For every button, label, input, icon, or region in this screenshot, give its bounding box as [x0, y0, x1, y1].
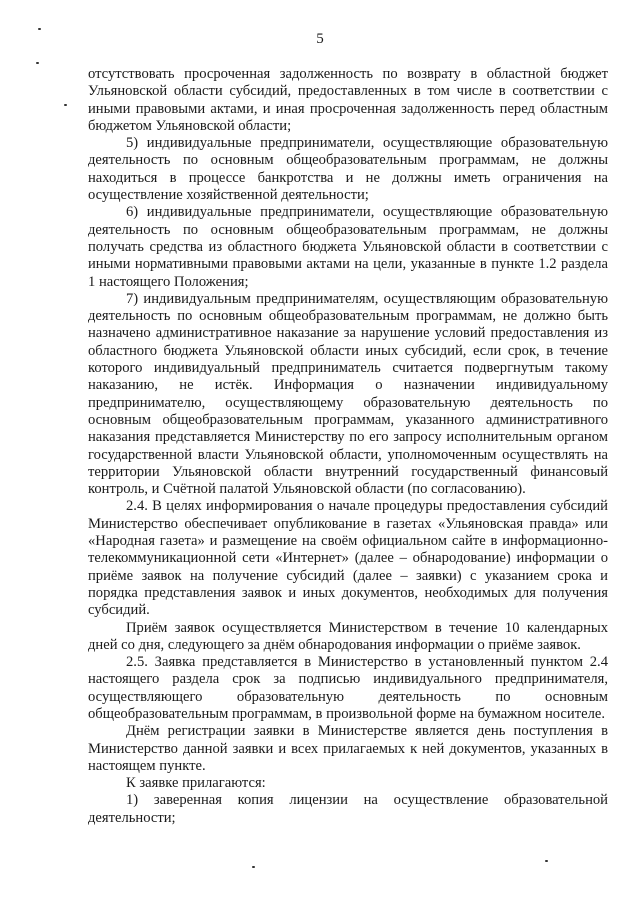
- paragraph-section-2-4: 2.4. В целях информирования о начале процедуры предоставления субсидий Министерство обеспечивает опубликование в газетах «Ульяновская правда» или «Народная газета» и размещение на своём официальном сайте в информационно-телекоммуникационной сети «Интернет» (далее – обнародование) информации о приёме заявок на получение субсидий (далее – заявки) с указанием срока и порядка представления заявок и иных документов, необходимых для получения субсидий.: [88, 498, 608, 619]
- paragraph-attachments-intro: К заявке прилагаются:: [126, 775, 266, 792]
- paragraph-item-5: 5) индивидуальные предприниматели, осуществляющие образовательную деятельность по основным общеобразовательным программам, не должны находиться в процессе банкротства и не должны иметь ограничения на осуществление хозяйственной деятельности;: [88, 135, 608, 204]
- paragraph-item-7: 7) индивидуальным предпринимателям, осуществляющим образовательную деятельность по основным общеобразовательным программам, не должно быть назначено административное наказание за нарушение условий предоставления из областного бюджета Ульяновской области иных субсидий, если срок, в течение которого индивидуальный предприниматель считается подвергнутым такому наказанию, не истёк. Информация о назначении индивидуальному предпринимателю, осуществляющему образовательную деятельность по основным общеобразовательным программам, указанного административного наказания представляется Министерству по его запросу исполнительным органом государственной власти Ульяновской области, уполномоченным осуществлять на территории Ульяновской области внутренний государственный финансовый контроль, и Счётной палатой Ульяновской области (по согласованию).: [88, 290, 608, 498]
- scan-speck: [38, 28, 41, 30]
- page-number: 5: [316, 31, 324, 47]
- scan-speck: [64, 104, 67, 106]
- paragraph-registration-day: Днём регистрации заявки в Министерстве является день поступления в Министерство данной заявки и всех прилагаемых к ней документов, указанных в настоящем пункте.: [88, 723, 608, 774]
- paragraph-attachment-1: 1) заверенная копия лицензии на осуществление образовательной деятельности;: [88, 792, 608, 826]
- scan-speck: [252, 866, 255, 868]
- paragraph-item-6: 6) индивидуальные предприниматели, осуществляющие образовательную деятельность по основным общеобразовательным программам, не должны получать средства из областного бюджета Ульяновской области в соответствии с иными нормативными правовыми актами на цели, указанные в пункте 1.2 раздела 1 настоящего Положения;: [88, 204, 608, 290]
- paragraph-section-2-5: 2.5. Заявка представляется в Министерство в установленный пунктом 2.4 настоящего раздела срок за подписью индивидуального предпринимателя, осуществляющего образовательную деятельность по основным общеобразовательным программам, в произвольной форме на бумажном носителе.: [88, 654, 608, 722]
- scan-speck: [545, 860, 548, 862]
- paragraph-application-period: Приём заявок осуществляется Министерством в течение 10 календарных дней со дня, следующего за днём обнародования информации о приёме заявок.: [88, 619, 608, 653]
- scan-speck: [36, 62, 39, 64]
- document-body: [88, 66, 608, 827]
- paragraph-continuation: отсутствовать просроченная задолженность по возврату в областной бюджет Ульяновской области субсидий, предоставленных в том числе в соответствии с иными правовыми актами, и иная просроченная задолженность перед областным бюджетом Ульяновской области;: [88, 66, 608, 134]
